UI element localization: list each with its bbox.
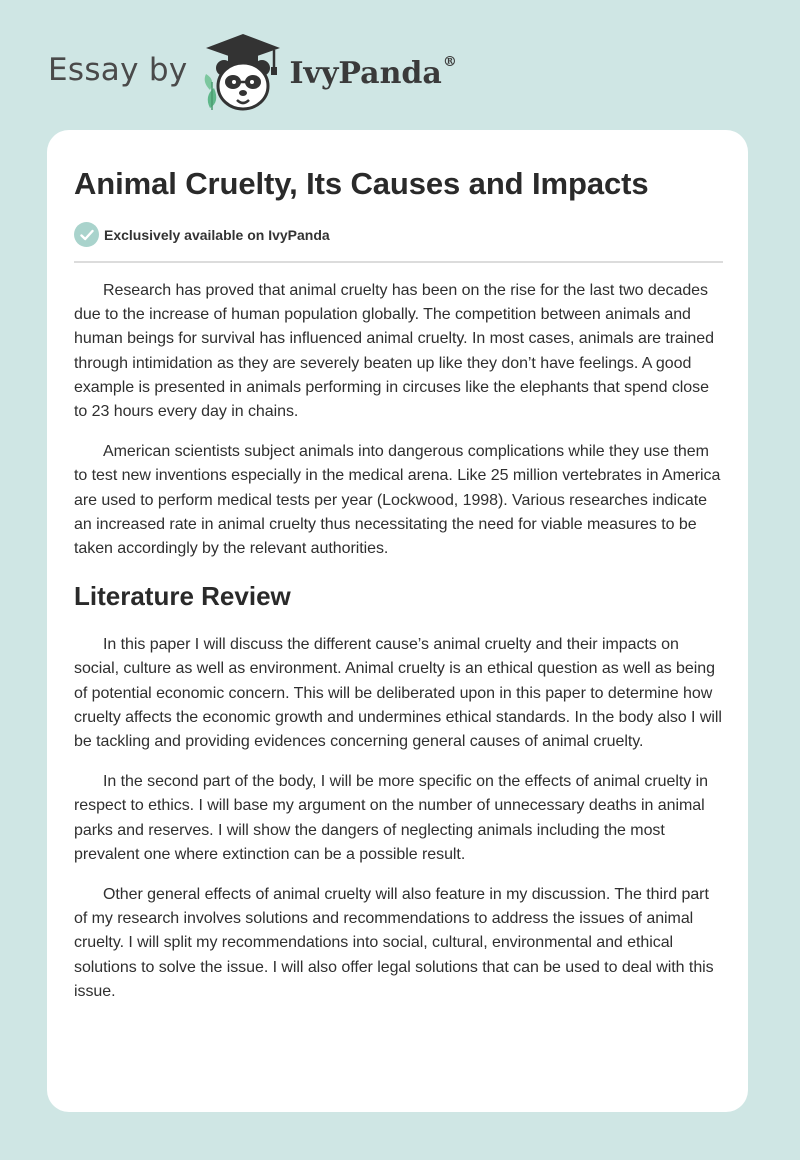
panda-logo-icon[interactable] xyxy=(200,30,286,114)
badge-label: Exclusively available on IvyPanda xyxy=(104,226,330,243)
paragraph: Other general effects of animal cruelty will also feature in my discussion. The third part of my research involves solutions and recommendations to address the issues of animal cruelty. I will split my recommendations into social, cultural, environmental and ethical solutions to solve the issue. I will also offer legal solutions that can be used to deal with this issue. xyxy=(74,886,714,1000)
section-heading: Literature Review xyxy=(74,581,291,612)
article-body xyxy=(74,279,724,1020)
essay-by-label: Essay by xyxy=(48,52,188,88)
exclusive-badge xyxy=(74,222,330,247)
check-icon xyxy=(74,222,99,247)
paragraph: American scientists subject animals into dangerous complications while they use them to test new inventions especially in the medical arena. Like 25 million vertebrates in America are used to perform medical tests per year (Lockwood, 1998). Various researches indicate an increased rate in animal cruelty thus necessitating the need for viable measures to be taken accordingly by the relevant authorities. xyxy=(74,443,721,558)
paragraph: Research has proved that animal cruelty has been on the rise for the last two decades due to the increase of human population globally. The competition between animals and human beings for survival has influenced animal cruelty. In most cases, animals are trained through intimidation as they are severely beaten up like they don’t have feelings. A good example is presented in animals performing in circuses like the elephants that spend close to 23 hours every day in chains. xyxy=(74,282,714,421)
title-divider xyxy=(74,261,723,263)
registered-mark: ® xyxy=(442,53,457,70)
page-title: Animal Cruelty, Its Causes and Impacts xyxy=(74,166,649,201)
brand-name-text: IvyPanda xyxy=(289,55,442,91)
article-card xyxy=(47,130,748,1112)
site-header xyxy=(48,30,457,114)
paragraph: In the second part of the body, I will be more specific on the effects of animal cruelty in respect to ethics. I will base my argument on the number of unnecessary deaths in animal parks and reserves. I will show the dangers of neglecting animals including the most prevalent one where extinction can be a possible result. xyxy=(74,773,708,863)
brand-name[interactable] xyxy=(289,53,457,91)
paragraph: In this paper I will discuss the different cause’s animal cruelty and their impacts on social, culture as well as environment. Animal cruelty is an ethical question as well as being of potential economic concern. This will be deliberated upon in this paper to determine how cruelty affects the economic growth and undermines ethical standards. In the body also I will be tackling and providing evidences concerning general causes of animal cruelty. xyxy=(74,636,722,751)
